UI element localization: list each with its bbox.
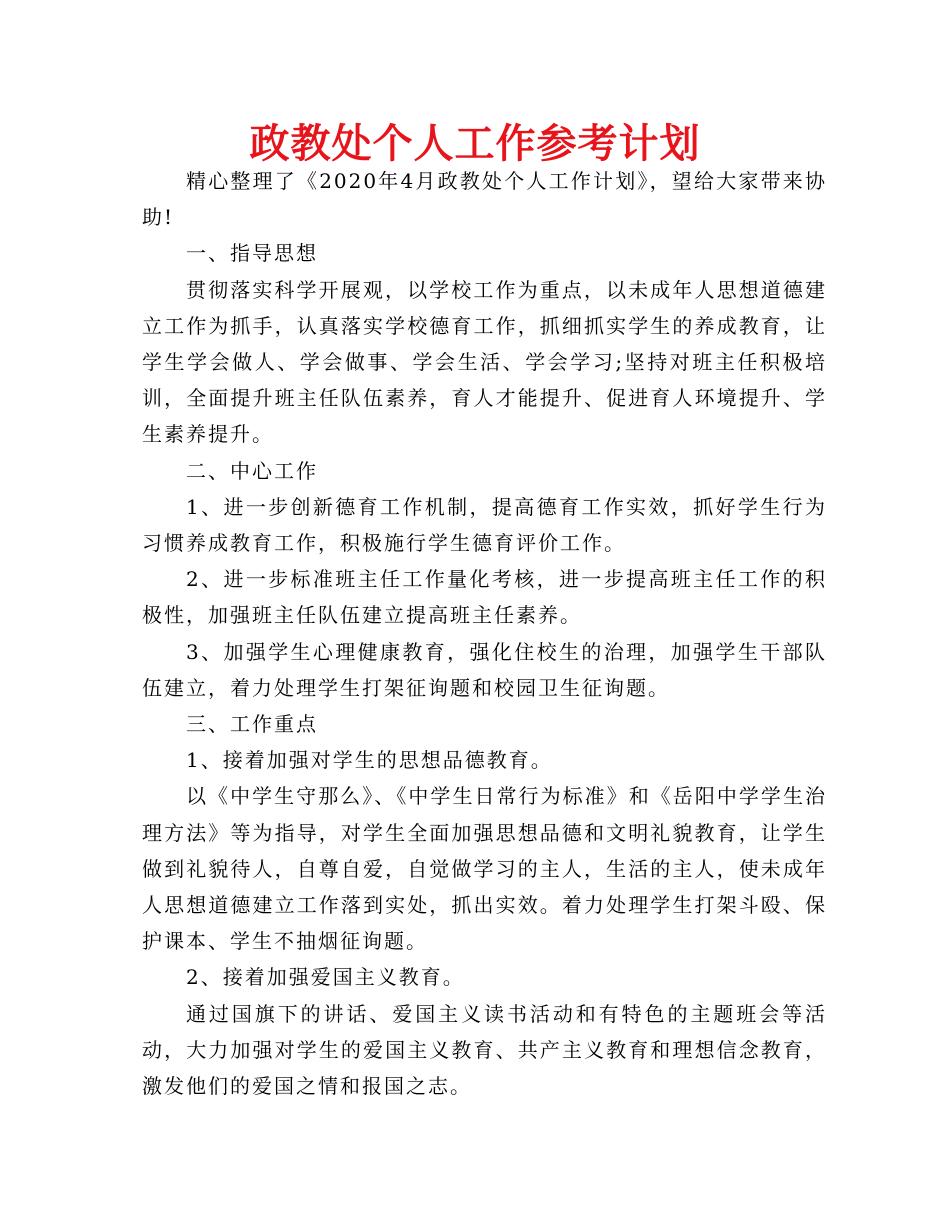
section-heading-central-work: 二、中心工作 [186,458,318,483]
subheading-paragraph: 2、接着加强爱国主义教育。 [186,965,465,990]
section-heading-work-focus: 三、工作重点 [186,712,318,737]
body-paragraph: 3、加强学生心理健康教育，强化住校生的治理，加强学生干部队伍建立，着力处理学生打架征询题和校园卫生征询题。 [142,639,827,700]
body-paragraph: 通过国旗下的讲话、爱国主义读书活动和有特色的主题班会等活动，大力加强对学生的爱国主义教育、共产主义教育和理想信念教育，激发他们的爱国之情和报国之志。 [142,1001,827,1099]
page-title: 政教处个人工作参考计划 [249,120,701,167]
subheading-paragraph: 1、接着加强对学生的思想品德教育。 [186,748,553,773]
body-paragraph: 2、进一步标准班主任工作量化考核，进一步提高班主任工作的积极性，加强班主任队伍建立提高班主任素养。 [142,567,827,628]
body-paragraph: 1、进一步创新德育工作机制，提高德育工作实效，抓好学生行为习惯养成教育工作，积极施行学生德育评价工作。 [142,494,827,556]
section-heading-guiding-ideology: 一、指导思想 [186,241,318,266]
body-paragraph: 贯彻落实科学开展观，以学校工作为重点，以未成年人思想道德建立工作为抓手，认真落实学校德育工作，抓细抓实学生的养成教育，让学生学会做人、学会做事、学会生活、学会学习;坚持对班主任积极培训，全面提升班主任队伍素养，育人才能提升、促进育人环境提升、学生素养提升。 [142,277,827,447]
document-body [142,163,827,1104]
body-paragraph: 以《中学生守那么》、《中学生日常行为标准》和《岳阳中学学生治理方法》等为指导，对学生全面加强思想品德和文明礼貌教育，让学生做到礼貌待人，自尊自爱，自觉做学习的主人，生活的主人，使未成年人思想道德建立工作落到实处，抓出实效。着力处理学生打架斗殴、保护课本、学生不抽烟征询题。 [142,784,827,954]
intro-paragraph: 精心整理了《2020年4月政教处个人工作计划》，望给大家带来协助! [142,169,827,230]
